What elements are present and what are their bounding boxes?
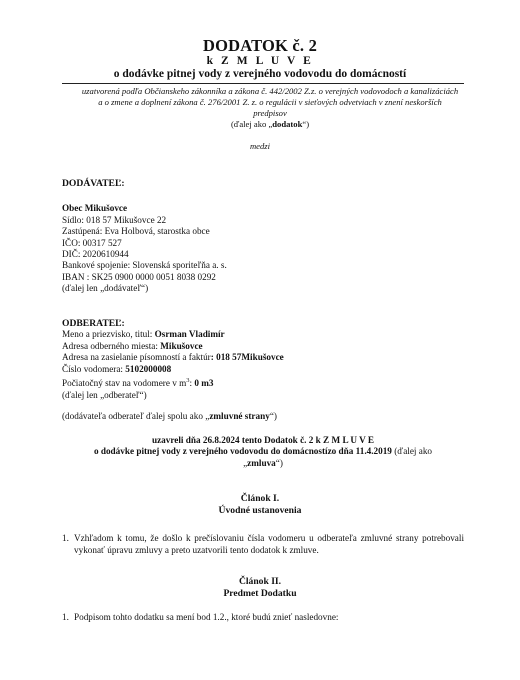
title-rule	[62, 83, 464, 84]
article-1-heading	[0, 493, 520, 517]
intro-alias-suffix: “)	[302, 119, 310, 129]
customer-state-label: Počiatočný stav na vodomere v m	[62, 378, 187, 389]
supplier-representative: Zastúpená: Eva Holbová, starostka obce	[62, 226, 210, 237]
customer-heading: ODBERATEĽ:	[62, 318, 125, 329]
supplier-dic: DIČ: 2020610944	[62, 249, 129, 260]
parties-word: zmluvné strany	[209, 411, 270, 421]
customer-state-value: 0 m3	[194, 378, 214, 389]
supplier-name: Obec Mikušovce	[62, 203, 128, 214]
agreement-line-2-plain: (ďalej ako	[391, 446, 433, 457]
customer-state-colon: :	[189, 378, 195, 389]
article-1-p1-number: 1.	[62, 533, 69, 543]
supplier-bank: Bankové spojenie: Slovenská sporiteľňa a. s.	[62, 260, 227, 271]
customer-name-row	[62, 329, 464, 340]
article-2-paragraph-1	[62, 611, 464, 623]
customer-name-value: Osrman Vladimír	[154, 329, 225, 340]
intro-line-2: a o zmene a doplnení zákona č. 276/2001 Z. z. o regulácii v sieťových odvetviach v znení neskorších	[98, 97, 442, 107]
customer-mail-value: : 018 57Mikušovce	[210, 352, 284, 363]
customer-name-label: Meno a priezvisko, titul:	[62, 329, 155, 340]
customer-place-label: Adresa odberného miesta:	[62, 340, 161, 351]
agreement-line-1: uzavreli dňa 26.8.2024 tento Dodatok č. 2 k Z M L U V E	[151, 435, 375, 445]
supplier-ico: IČO: 00317 527	[62, 237, 122, 248]
supplier-iban: IBAN : SK25 0900 0000 0051 8038 0292	[62, 271, 216, 282]
intro-alias-word: dodatok	[272, 119, 303, 129]
agreement-line-3-word: zmluva	[247, 457, 276, 468]
customer-meter-row	[62, 364, 464, 375]
article-2-number: Článok II.	[238, 576, 282, 587]
article-2-p1-number: 1.	[62, 612, 69, 622]
parties-line	[62, 411, 464, 422]
customer-mail-label: Adresa na zasielanie písomností a faktúr	[62, 352, 211, 363]
intro-alias-prefix: (ďalej ako „	[230, 119, 273, 129]
article-1-paragraph-1	[62, 532, 464, 557]
supplier-heading: DODÁVATEĽ:	[62, 178, 125, 189]
agreement-line-3-suffix: “)	[275, 457, 283, 468]
agreement-block	[62, 435, 464, 469]
customer-state-sup: 3	[186, 377, 190, 385]
supplier-address: Sídlo: 018 57 Mikušovce 22	[62, 214, 167, 225]
document-subtitle: k Z M L U V E	[206, 55, 314, 67]
intro-line-3: predpisov	[253, 108, 287, 118]
customer-place-row	[62, 341, 464, 352]
article-1-number: Článok I.	[240, 493, 280, 504]
customer-state-row	[62, 375, 464, 389]
agreement-line-3-prefix: „	[243, 457, 248, 468]
medzi-text: medzi	[249, 141, 271, 151]
agreement-line-2-bold: o dodávke pitnej vody z verejného vodovodu do domácnostízo dňa 11.4.2019	[93, 446, 392, 457]
intro-line-1: uzatvorená podľa Občianskeho zákonníka a zákona č. 442/2002 Z.z. o verejných vodovodoch a kanalizáciách	[81, 86, 459, 96]
customer-alias: (ďalej len „odberateľ“)	[62, 389, 147, 400]
parties-suffix: “)	[269, 411, 277, 421]
intro-paragraph	[78, 86, 462, 130]
article-2-heading	[0, 576, 520, 600]
article-2-p1-text: Podpisom tohto dodatku sa mení bod 1.2., ktoré budú znieť nasledovne:	[74, 612, 339, 622]
customer-place-value: Mikušovce	[160, 340, 203, 351]
customer-mail-row	[62, 352, 464, 363]
customer-meter-value: 5102000008	[125, 363, 172, 374]
article-1-p1-text: Vzhľadom k tomu, že došlo k prečíslovaniu čísla vodomeru u odberateľa zmluvné strany potrebovali vykonať úpravu zmluvy a preto uzatvorili tento dodatok k zmluve.	[74, 533, 464, 556]
agreement-line-2	[62, 446, 464, 457]
article-1-name: Úvodné ustanovenia	[218, 505, 302, 516]
supplier-block	[62, 178, 464, 295]
supplier-alias: (ďalej len „dodávateľ“)	[62, 283, 149, 294]
intro-alias	[78, 119, 462, 130]
document-title: DODATOK č. 2	[202, 36, 318, 55]
customer-meter-label: Číslo vodomera:	[62, 363, 126, 374]
article-2-name: Predmet Dodatku	[223, 588, 297, 599]
customer-block	[62, 318, 464, 401]
agreement-line-3	[62, 458, 464, 469]
parties-prefix: (dodávateľa odberateľ ďalej spolu ako „	[62, 411, 210, 421]
document-subtitle-2: o dodávke pitnej vody z verejného vodovodu do domácností	[113, 68, 407, 80]
